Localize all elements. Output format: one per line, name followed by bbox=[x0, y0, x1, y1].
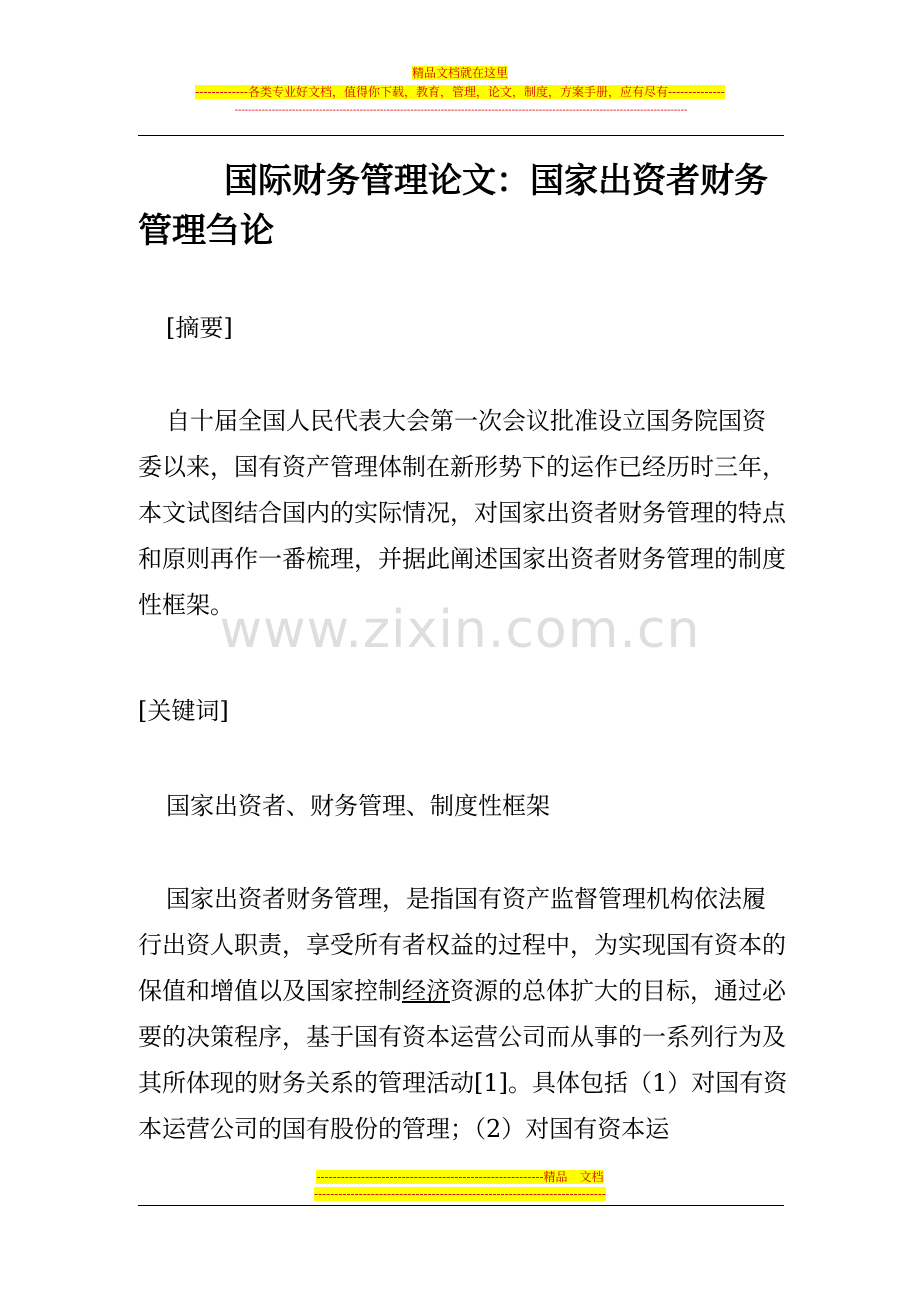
document-title: 国际财务管理论文：国家出资者财务管理刍论 bbox=[138, 161, 768, 251]
keywords-label: [关键词] bbox=[138, 697, 229, 725]
abstract-label: [摘要] bbox=[166, 314, 233, 342]
keywords-text: 国家出资者、财务管理、制度性框架 bbox=[166, 792, 550, 820]
footer-banner-title: --------------------------------------------------------精品 文档 bbox=[316, 1170, 604, 1184]
footer-banner-dashes: ------------------------------------------------------------------------ bbox=[314, 1187, 606, 1201]
body-text-part1: 国家出资者财务管理，是指国有资产监督管理机构依法履行出资人职责，享受所有者权益的过程中，为实现国有资本的保值和增值以及国家控制 bbox=[138, 885, 786, 1005]
header-banner-slogan: -------------各类专业好文档，值得你下载，教育，管理，论文，制度，方案手册，应有尽有-------------- bbox=[195, 85, 725, 99]
abstract-text: 自十届全国人民代表大会第一次会议批准设立国务院国资委以来，国有资产管理体制在新形势下的运作已经历时三年，本文试图结合国内的实际情况，对国家出资者财务管理的特点和原则再作一番梳理，并据此阐述国家出资者财务管理的制度性框架。 bbox=[138, 407, 786, 619]
body-paragraph bbox=[138, 876, 788, 1152]
header-banner-title: 精品文档就在这里 bbox=[411, 66, 508, 80]
header-rule bbox=[138, 135, 784, 136]
watermark: www.zixin.com.cn bbox=[219, 600, 701, 660]
economy-link[interactable]: 经济 bbox=[402, 977, 450, 1005]
footer-rule bbox=[138, 1205, 784, 1206]
header-dashes: -------------------------------------------------------------------------------------------------------------------------------------- bbox=[234, 105, 688, 116]
body-text-part2: 资源的总体扩大的目标，通过必要的决策程序，基于国有资本运营公司而从事的一系列行为及其所体现的财务关系的管理活动[1]。具体包括（1）对国有资本运营公司的国有股份的管理；（2）对国有资本运 bbox=[138, 977, 788, 1143]
